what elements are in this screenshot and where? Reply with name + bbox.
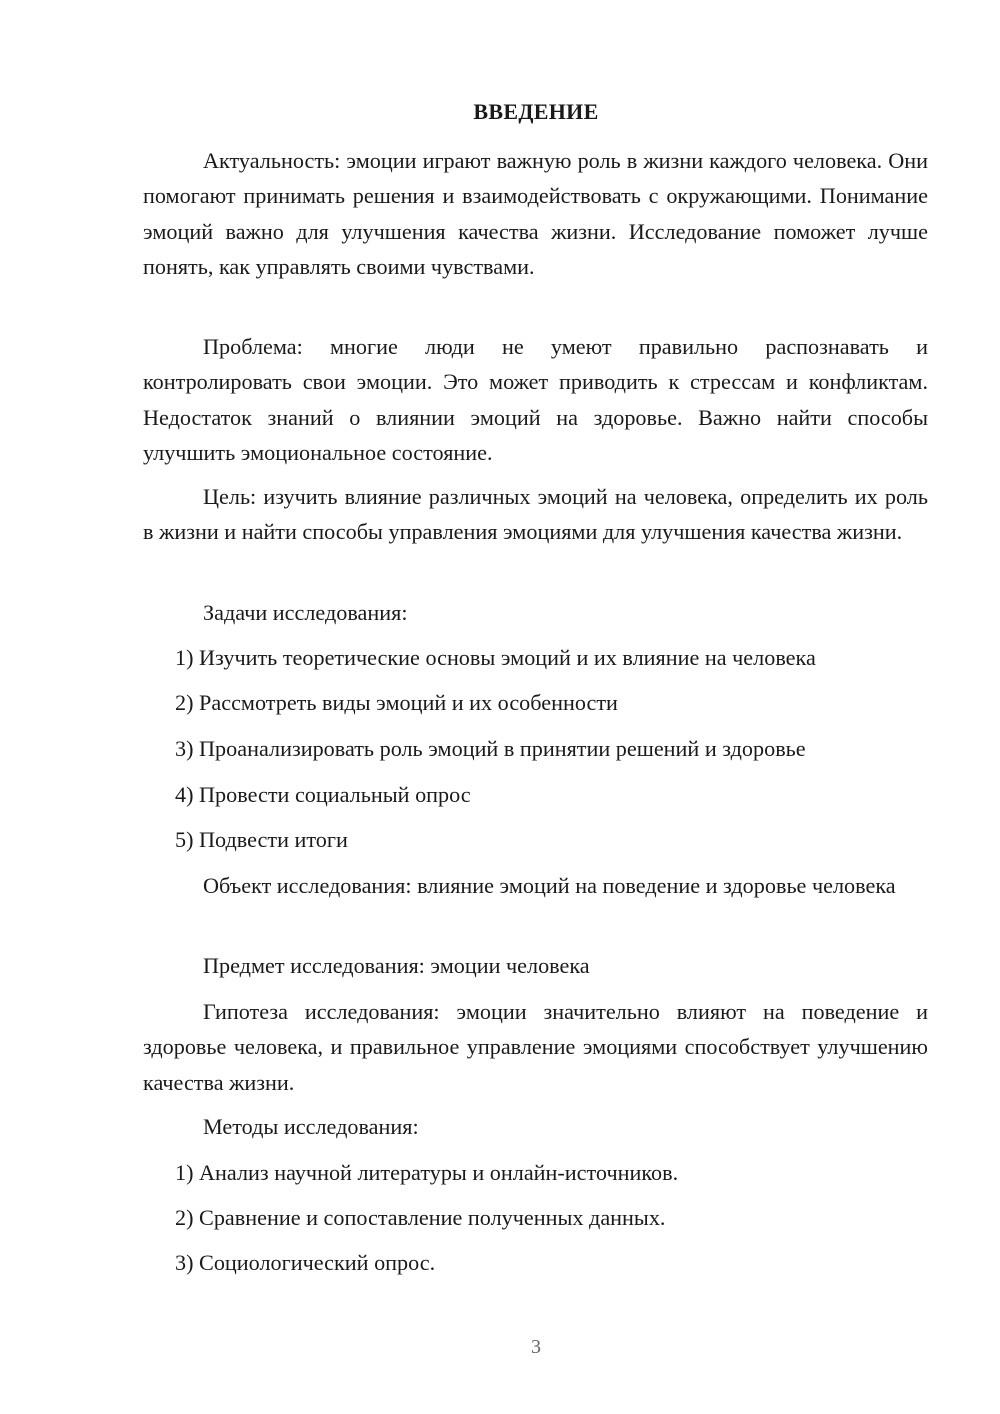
object-paragraph: Объект исследования: влияние эмоций на поведение и здоровье человека <box>203 873 896 898</box>
task-item: 3) Проанализировать роль эмоций в принятии решений и здоровье <box>175 736 806 761</box>
page-number: 3 <box>531 1336 541 1358</box>
task-item: 1) Изучить теоретические основы эмоций и их влияние на человека <box>175 645 816 670</box>
subject-line: Предмет исследования: эмоции человека <box>203 953 590 978</box>
relevance-paragraph: Актуальность: эмоции играют важную роль в жизни каждого человека. Они помогают принимать решения и взаимодействовать с окружающими. Понимание эмоций важно для улучшения качества жизни. Исследование поможет лучше понять, как управлять своими чувствами. <box>143 148 928 279</box>
problem-paragraph: Проблема: многие люди не умеют правильно распознавать и контролировать свои эмоции. Это может приводить к стрессам и конфликтам. Недостаток знаний о влиянии эмоций на здоровье. Важно найти способы улучшить эмоциональное состояние. <box>143 334 928 465</box>
page-title: ВВЕДЕНИЕ <box>473 99 599 124</box>
goal-paragraph: Цель: изучить влияние различных эмоций на человека, определить их роль в жизни и найти способы управления эмоциями для улучшения качества жизни. <box>143 484 928 545</box>
hypothesis-paragraph: Гипотеза исследования: эмоции значительно влияют на поведение и здоровье человека, и правильное управление эмоциями способствует улучшению качества жизни. <box>143 999 928 1095</box>
method-item: 2) Сравнение и сопоставление полученных данных. <box>175 1205 666 1230</box>
task-item: 2) Рассмотреть виды эмоций и их особенности <box>175 690 618 715</box>
task-item: 4) Провести социальный опрос <box>175 782 471 807</box>
method-item: 1) Анализ научной литературы и онлайн-источников. <box>175 1160 679 1185</box>
method-item: 3) Социологический опрос. <box>175 1250 436 1275</box>
methods-title: Методы исследования: <box>203 1114 419 1139</box>
task-item: 5) Подвести итоги <box>175 827 348 852</box>
tasks-title: Задачи исследования: <box>203 600 408 625</box>
